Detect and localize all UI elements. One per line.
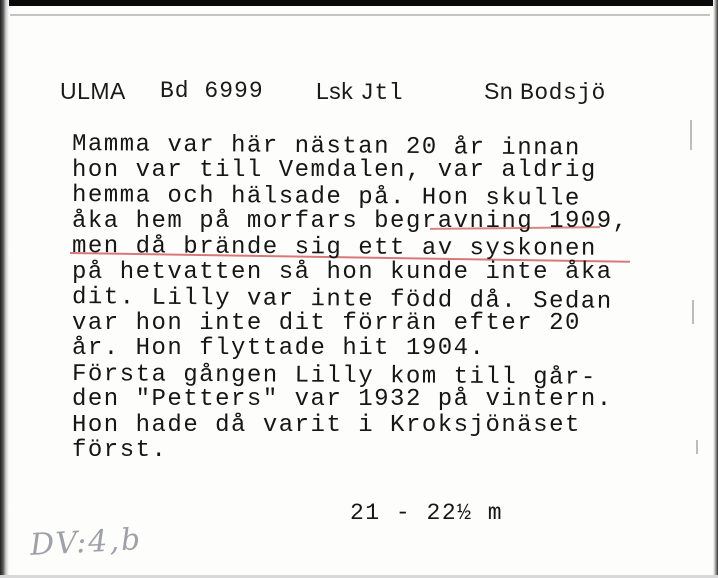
body-line: hemma och hälsade på. Hon skulle — [71, 182, 581, 213]
record-number: Bd 6999 — [160, 78, 264, 104]
body-line: på hetvatten så hon kunde inte åka — [72, 258, 613, 286]
body-line: Hon hade då varit i Kroksjönäset — [72, 411, 581, 439]
body-line: var hon inte dit förrän efter 20 — [72, 309, 581, 337]
archive-code: ULMA — [60, 78, 126, 104]
body-line: men då brände sig ett av syskonen — [71, 233, 597, 263]
parish-prefix: Sn — [484, 78, 514, 104]
body-line: den "Petters" var 1932 på vintern. — [72, 386, 613, 413]
card-header — [0, 78, 718, 114]
region-prefix: Lsk — [316, 78, 354, 104]
body-line: Första gången Lilly kom till går- — [71, 360, 597, 392]
scan-mark — [696, 440, 698, 454]
scan-mark — [692, 300, 694, 324]
region-value: Jtl — [360, 80, 404, 106]
card-body-text — [72, 132, 672, 464]
page-range: 21 - 22½ m — [350, 500, 504, 526]
body-line: dit. Lilly var inte född då. Sedan — [71, 284, 613, 316]
card-top-shadow — [10, 14, 710, 16]
body-line: år. Hon flyttade hit 1904. — [72, 335, 486, 362]
scan-mark — [690, 120, 692, 150]
body-line: Mamma var här nästan 20 år innan — [71, 131, 581, 163]
body-line: åka hem på morfars begravning 1909, — [72, 207, 629, 235]
handwritten-archive-note: DV:4,b — [29, 522, 143, 563]
region-field — [316, 78, 403, 106]
scan-top-border — [0, 0, 718, 6]
body-line: först. — [72, 437, 168, 464]
parish-field — [484, 78, 606, 106]
body-line: hon var till Vemdalen, var aldrig — [72, 156, 597, 184]
parish-value: Bodsjö — [520, 80, 606, 106]
